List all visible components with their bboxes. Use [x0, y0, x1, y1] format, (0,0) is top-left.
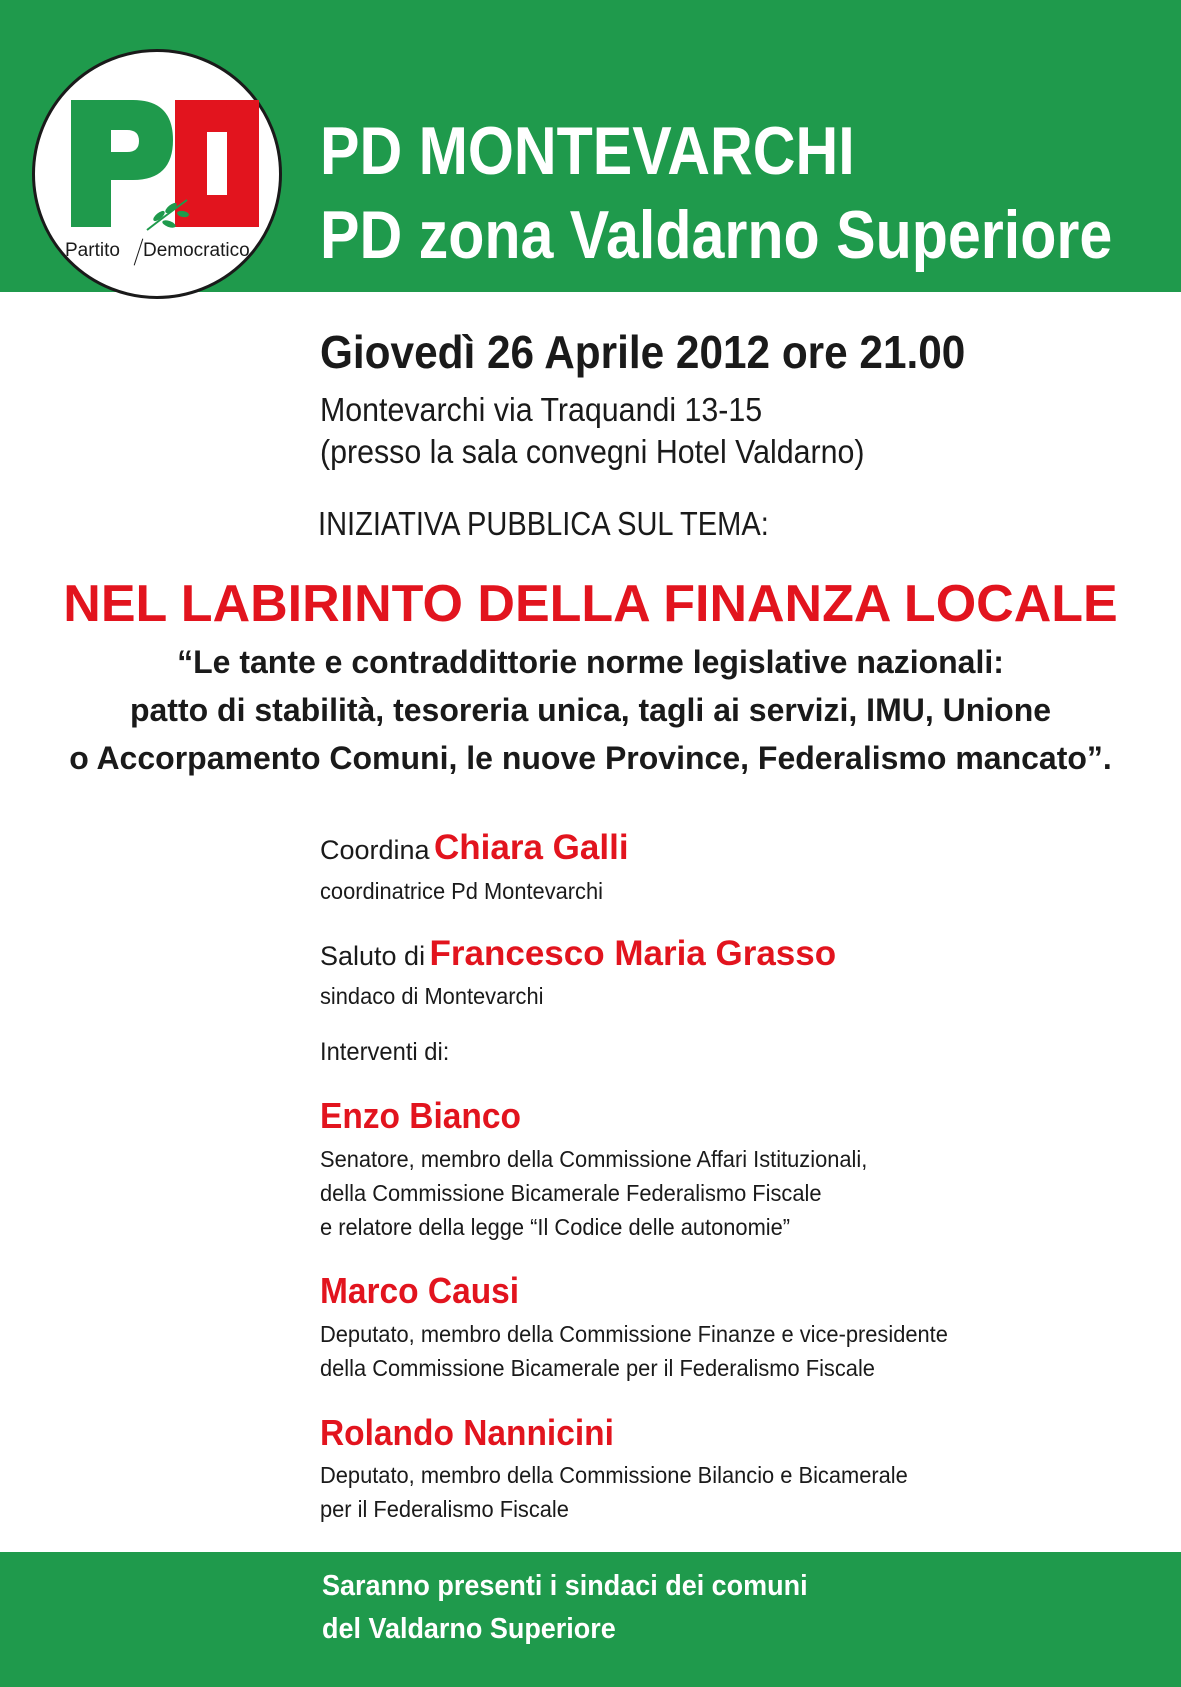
- subtitle-line-2: patto di stabilità, tesoreria unica, tagli ai servizi, IMU, Unione: [129, 692, 1052, 728]
- greeting-role: sindaco di Montevarchi: [320, 983, 544, 1009]
- speaker-desc-3-line-2: per il Federalismo Fiscale: [320, 1496, 569, 1522]
- header-subtitle: PD zona Valdarno Superiore: [320, 197, 1113, 273]
- speaker-desc-1-line-1: Senatore, membro della Commissione Affari Istituzionali,: [320, 1146, 868, 1172]
- greeting-name: Francesco Maria Grasso: [429, 934, 837, 973]
- speaker-name-1: Enzo Bianco: [320, 1095, 521, 1136]
- speaker-desc-1-line-2: della Commissione Bicamerale Federalismo Fiscale: [320, 1180, 822, 1206]
- speaker-name-2: Marco Causi: [320, 1270, 520, 1311]
- coordinator-role: coordinatrice Pd Montevarchi: [320, 878, 603, 904]
- speaker-desc-3-line-1: Deputato, membro della Commissione Bilancio e Bicamerale: [320, 1462, 908, 1488]
- speaker-desc-2-line-1: Deputato, membro della Commissione Finanze e vice-presidente: [320, 1321, 948, 1347]
- footer-line-2: del Valdarno Superiore: [322, 1613, 616, 1645]
- coordinator-name: Chiara Galli: [434, 828, 629, 867]
- subtitle-line-1: “Le tante e contraddittorie norme legislative nazionali:: [177, 644, 1004, 680]
- speaker-name-3: Rolando Nannicini: [320, 1412, 614, 1453]
- coordinator-label: Coordina: [320, 835, 430, 865]
- greeting-row: [320, 934, 836, 974]
- footer-line-1: Saranno presenti i sindaci dei comuni: [322, 1570, 808, 1602]
- speakers-label: Interventi di:: [320, 1038, 450, 1066]
- speaker-desc-2-line-2: della Commissione Bicamerale per il Federalismo Fiscale: [320, 1355, 875, 1381]
- event-title: NEL LABIRINTO DELLA FINANZA LOCALE: [63, 575, 1118, 633]
- subtitle-line-3: o Accorpamento Comuni, le nuove Province, Federalismo mancato”.: [69, 740, 1112, 776]
- coordinator-row: [320, 828, 629, 868]
- initiative-label: INIZIATIVA PUBBLICA SUL TEMA:: [318, 505, 769, 542]
- party-logo: [32, 49, 282, 299]
- greeting-label: Saluto di: [320, 941, 426, 971]
- olive-branch-icon: [143, 194, 193, 234]
- speaker-desc-1-line-3: e relatore della legge “Il Codice delle autonomie”: [320, 1214, 791, 1240]
- logo-word-partito: Partito: [65, 240, 120, 261]
- event-address: Montevarchi via Traquandi 13-15: [320, 391, 763, 428]
- logo-word-democratico: Democratico: [143, 240, 250, 261]
- event-date: Giovedì 26 Aprile 2012 ore 21.00: [320, 326, 966, 378]
- event-venue: (presso la sala convegni Hotel Valdarno): [320, 433, 865, 470]
- header-title: PD MONTEVARCHI: [320, 113, 855, 189]
